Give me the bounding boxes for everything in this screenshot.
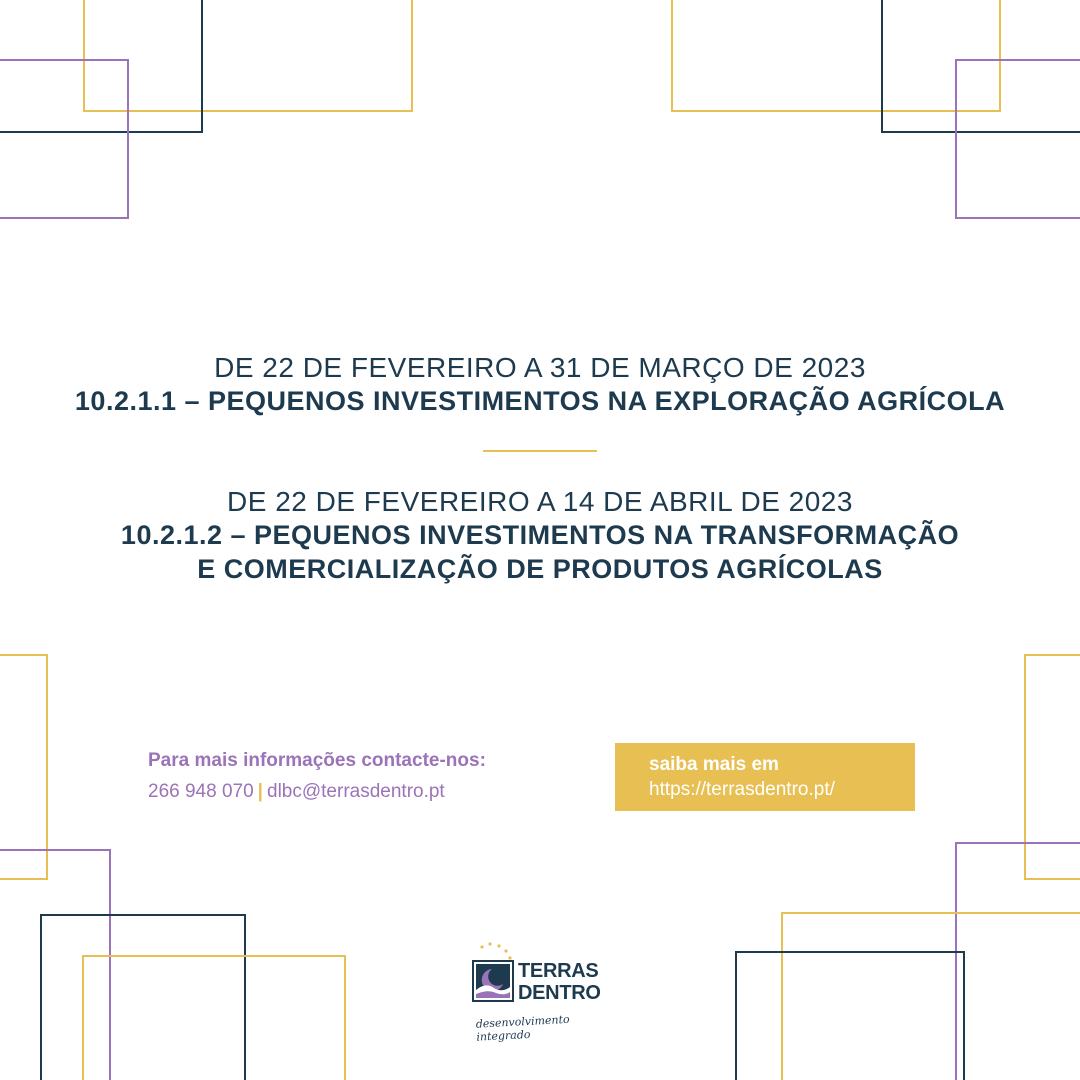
logo-tagline: desenvolvimento integrado <box>475 1012 570 1044</box>
contact-heading: Para mais informações contacte-nos: <box>148 750 486 771</box>
decorative-frame <box>0 849 111 1080</box>
decorative-frame <box>0 59 129 219</box>
contact-separator: | <box>257 781 263 802</box>
contact-details <box>148 778 486 806</box>
measure-2-title-line-2: E COMERCIALIZAÇÃO DE PRODUTOS AGRÍCOLAS <box>197 554 883 584</box>
decorative-frame <box>881 0 1080 133</box>
decorative-frame <box>82 955 346 1080</box>
terras-dentro-logo <box>468 938 618 1044</box>
divider <box>483 450 597 452</box>
logo-line-1: TERRAS <box>518 960 599 982</box>
decorative-frame <box>955 842 1080 1080</box>
measure-1-title: 10.2.1.1 – PEQUENOS INVESTIMENTOS NA EXPLORAÇÃO AGRÍCOLA <box>74 386 1006 416</box>
website-cta[interactable] <box>615 743 915 811</box>
measure-2-title-line-1: 10.2.1.2 – PEQUENOS INVESTIMENTOS NA TRANSFORMAÇÃO <box>120 520 960 550</box>
logo-line-2: DENTRO <box>518 982 601 1004</box>
logo-wordmark <box>518 960 601 1004</box>
announcement <box>0 352 1080 586</box>
period-2: DE 22 DE FEVEREIRO A 14 DE ABRIL DE 2023 <box>227 486 853 517</box>
cta-heading: saiba mais em <box>649 754 779 775</box>
decorative-frame <box>83 0 413 112</box>
decorative-frame <box>0 654 48 880</box>
decorative-frame <box>955 59 1080 219</box>
website-link[interactable]: https://terrasdentro.pt/ <box>649 779 835 800</box>
decorative-frame <box>735 951 965 1080</box>
moon-landscape-icon <box>472 960 514 1002</box>
phone-number[interactable]: 266 948 070 <box>148 781 254 802</box>
email-link[interactable]: dlbc@terrasdentro.pt <box>267 781 445 802</box>
decorative-frame <box>0 0 203 133</box>
decorative-frame <box>781 912 1080 1080</box>
contact-info <box>148 748 486 806</box>
decorative-frame <box>1024 654 1080 880</box>
decorative-frame <box>40 914 246 1080</box>
decorative-frame <box>671 0 1001 112</box>
period-1: DE 22 DE FEVEREIRO A 31 DE MARÇO DE 2023 <box>214 352 866 383</box>
